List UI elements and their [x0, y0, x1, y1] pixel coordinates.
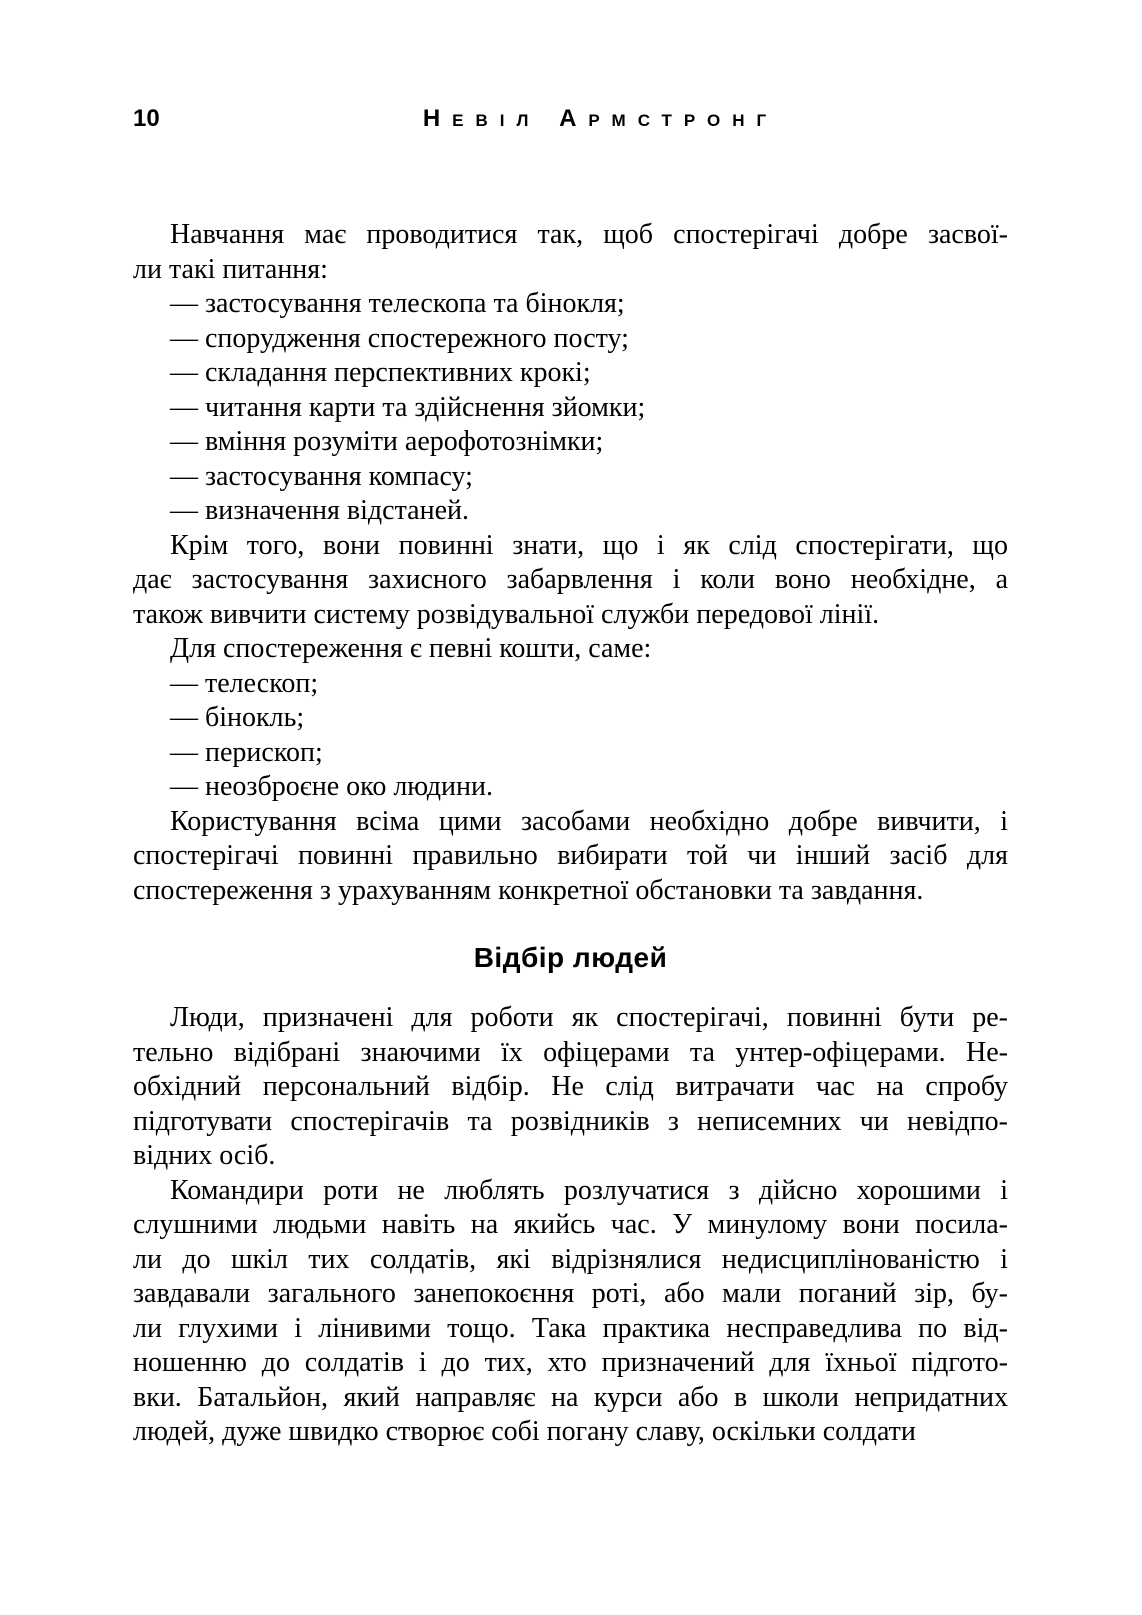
text-line: завдавали загального занепокоєння роті, або мали поганий зір, бу- [133, 1278, 1008, 1309]
list-item-line: — спорудження спостережного посту; [170, 322, 629, 354]
running-title: Невіл Армстронг [422, 105, 779, 132]
text-line: ли такі питання: [133, 253, 328, 285]
text-line: тельно відібрані знаючими їх офіцерами та унтер-офіцерами. Не- [133, 1036, 1008, 1068]
text-line: відних осіб. [133, 1140, 276, 1171]
paragraph [133, 218, 1008, 287]
paragraph [133, 1174, 1008, 1450]
section-heading: Відбір людей [473, 942, 668, 973]
list-item-line: — перископ; [170, 736, 323, 768]
list-item-line: — читання карти та здійснення зйомки; [170, 391, 646, 423]
text-line: Для спостереження є певні кошти, саме: [170, 633, 652, 664]
list-item-line: — неозброєне око людини. [170, 771, 493, 802]
text-line: обхідний персональний відбір. Не слід витрачати час на спробу [133, 1071, 1008, 1102]
list-item-line: — телескоп; [170, 667, 319, 699]
text-body [133, 218, 1008, 1450]
paragraph [133, 1001, 1008, 1174]
list-block [133, 667, 1008, 805]
text-line: слушними людьми навіть на якийсь час. У минулому вони посила- [133, 1209, 1008, 1240]
text-line: Люди, призначені для роботи як спостерігачі, повинні бути ре- [170, 1002, 1008, 1033]
list-item-line: — бінокль; [170, 702, 305, 733]
text-line: людей, дуже швидко створює собі погану славу, оскільки солдати [133, 1416, 916, 1447]
text-line: вки. Батальйон, який направляє на курси або в школи непридатних [133, 1381, 1008, 1413]
text-line: підготувати спостерігачів та розвідників з неписемних чи невідпо- [133, 1105, 1008, 1137]
list-item-line: — застосування телескопа та бінокля; [170, 288, 625, 319]
text-line: ношенню до солдатів і до тих, хто призначений для їхньої підгото- [133, 1347, 1008, 1378]
list-item-line: — визначення відстаней. [170, 495, 469, 526]
list-item-line: — застосування компасу; [170, 460, 473, 492]
list-block [133, 287, 1008, 529]
text-line: спостереження з урахуванням конкретної обстановки та завдання. [133, 874, 924, 906]
text-line: ли глухими і лінивими тощо. Така практика несправедлива по від- [133, 1312, 1008, 1344]
text-line: Крім того, вони повинні знати, що і як слід спостерігати, що [170, 529, 1008, 561]
paragraph [133, 805, 1008, 909]
paragraph [133, 632, 1008, 667]
text-line: дає застосування захисного забарвлення і коли воно необхідне, а [133, 564, 1008, 595]
paragraph [133, 529, 1008, 633]
text-line: спостерігачі повинні правильно вибирати той чи інший засіб для [133, 840, 1008, 871]
text-line: Навчання має проводитися так, щоб спостерігачі добре засвої- [170, 219, 1008, 250]
list-item-line: — складання перспективних крокі; [170, 357, 591, 388]
text-line: Командири роти не люблять розлучатися з дійсно хорошими і [170, 1174, 1008, 1206]
text-line: ли до шкіл тих солдатів, які відрізнялися недисциплінованістю і [133, 1243, 1008, 1275]
text-line: Користування всіма цими засобами необхідно добре вивчити, і [170, 805, 1008, 837]
page-number: 10 [133, 105, 160, 132]
list-item-line: — вміння розуміти аерофотознімки; [170, 426, 604, 457]
page-header [133, 106, 1008, 136]
text-line: також вивчити систему розвідувальної служби передової лінії. [133, 598, 880, 630]
